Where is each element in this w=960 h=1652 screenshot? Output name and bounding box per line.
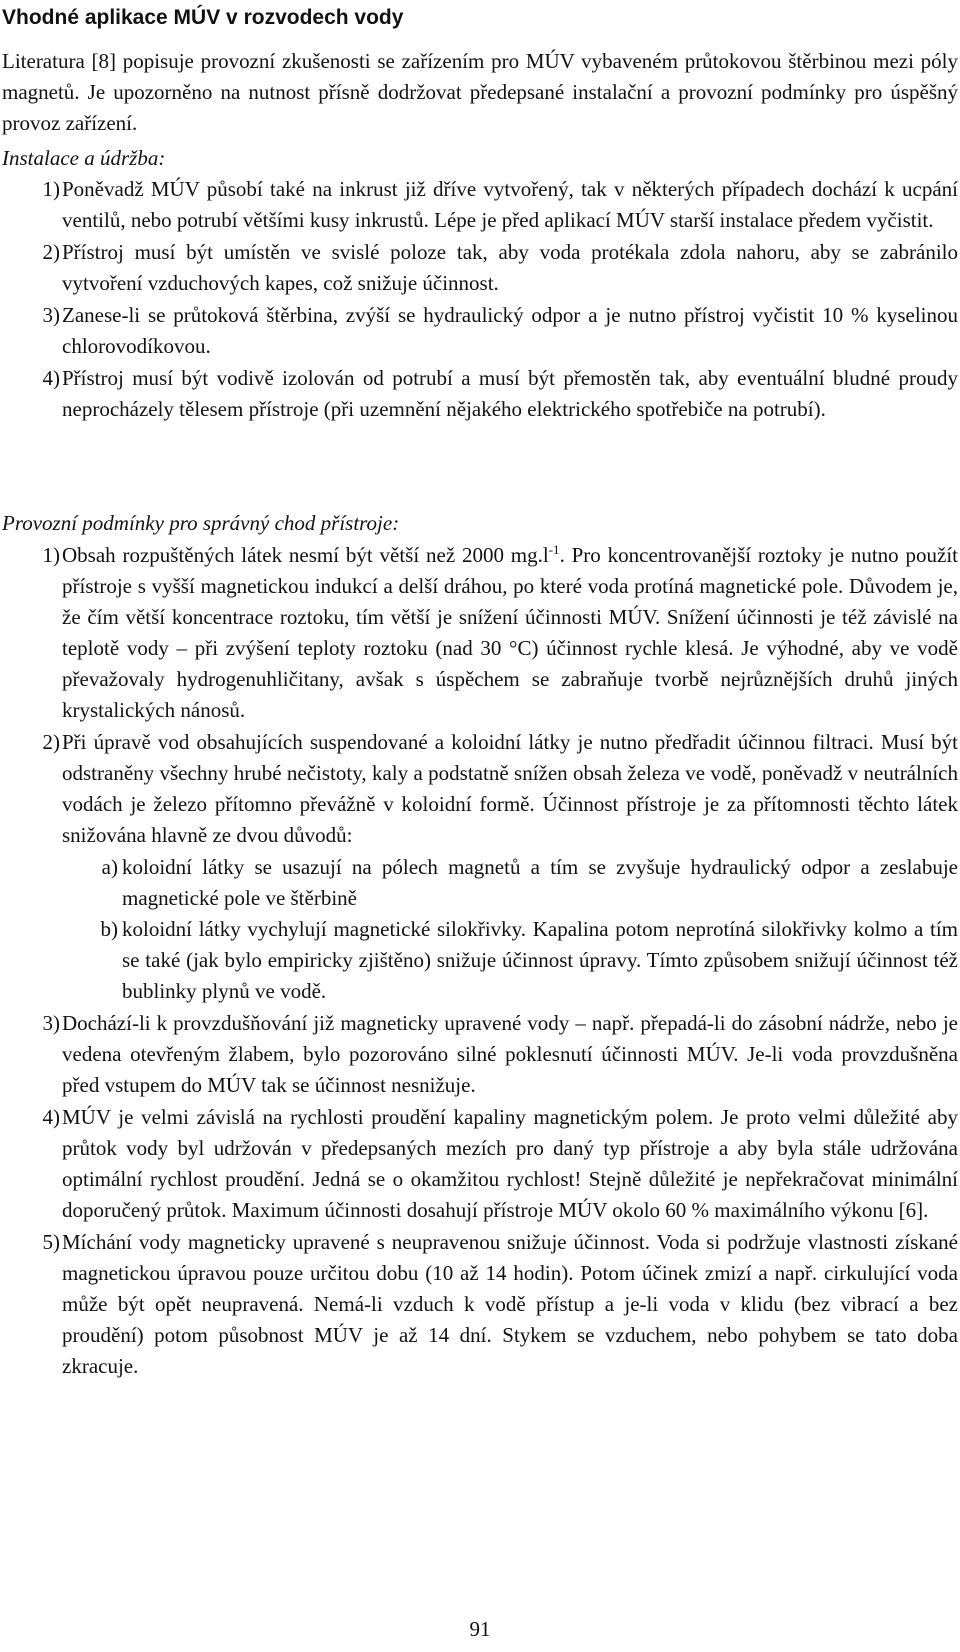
operating-list — [2, 540, 958, 1383]
operating-subheading: Provozní podmínky pro správný chod přístroje: — [2, 511, 400, 535]
list-item-text — [62, 540, 958, 726]
list-item — [2, 727, 958, 851]
sub-list-item — [2, 914, 958, 1007]
list-item — [2, 174, 958, 236]
list-item-number: 1) — [42, 177, 60, 201]
list-item-text: Dochází-li k provzdušňování již magneticky upravené vody – např. přepadá-li do zásobní nádrže, nebo je vedena otevřeným žlabem, bylo pozorováno silné poklesnutí účinnosti MÚV. Je-li voda provzdušněna před vstupem do MÚV tak se účinnost nesnižuje. — [62, 1011, 958, 1097]
list-item — [2, 363, 958, 425]
list-item — [2, 1102, 958, 1226]
list-item-number: 5) — [42, 1230, 60, 1254]
text-before-superscript: Obsah rozpuštěných látek nesmí být větší než 2000 mg.l — [62, 543, 549, 567]
list-item-text: Při úpravě vod obsahujících suspendované a koloidní látky je nutno předřadit účinnou filtraci. Musí být odstraněny všechny hrubé nečistoty, kaly a podstatně snížen obsah železa ve vodě, poněvadž v neutrálních vodách je železo přítomno převážně v koloidní formě. Účinnost přístroje je za přítomnosti těchto látek snižována hlavně ze dvou důvodů: — [62, 730, 958, 847]
list-item-number: 4) — [42, 1105, 60, 1129]
intro-paragraph: Literatura [8] popisuje provozní zkušenosti se zařízením pro MÚV vybaveném průtokovou štěrbinou mezi póly magnetů. Je upozorněno na nutnost přísně dodržovat předepsané instalační a provozní podmínky pro úspěšný provoz zařízení. — [2, 49, 958, 135]
list-item-number: 2) — [42, 240, 60, 264]
text-after-superscript: . Pro koncentrovanější roztoky je nutno použít přístroje s vyšší magnetickou indukcí a delší dráhou, po které voda protíná magnetické pole. Důvodem je, že čím větší koncentrace roztoku, tím větší je snížení účinnosti MÚV. Snížení účinnosti je též závislé na teplotě vody – při zvýšení teploty roztoku (nad 30 °C) účinnost rychle klesá. Je výhodné, aby ve vodě převažovaly hydrogenuhličitany, avšak s úspěchem se zabraňuje tvorbě nejrůznějších druhů jiných krystalických nánosů. — [62, 543, 958, 722]
installation-list — [2, 174, 958, 426]
list-item-text: Přístroj musí být umístěn ve svislé poloze tak, aby voda protékala zdola nahoru, aby se zabránilo vytvoření vzduchových kapes, což snižuje účinnost. — [62, 240, 958, 295]
sub-list-item-letter: a) — [101, 855, 118, 879]
list-item-text: Přístroj musí být vodivě izolován od potrubí a musí být přemostěn tak, aby eventuální bludné proudy neprocházely tělesem přístroje (při uzemnění nějakého elektrického spotřebiče na potrubí). — [62, 366, 958, 421]
list-item — [2, 540, 958, 726]
section-heading: Vhodné aplikace MÚV v rozvodech vody — [2, 6, 404, 29]
page-number: 91 — [469, 1617, 491, 1641]
list-item-number: 3) — [42, 303, 60, 327]
list-item-text: Zanese-li se průtoková štěrbina, zvýší se hydraulický odpor a je nutno přístroj vyčistit 10 % kyselinou chlorovodíkovou. — [62, 303, 958, 358]
list-item-number: 2) — [42, 730, 60, 754]
list-item — [2, 300, 958, 362]
sub-list-item-letter: b) — [100, 917, 118, 941]
list-item — [2, 1008, 958, 1101]
list-item-text: Poněvadž MÚV působí také na inkrust již dříve vytvořený, tak v některých případech dochází k ucpání ventilů, nebo potrubí většími kusy inkrustů. Lépe je před aplikací MÚV starší instalace předem vyčistit. — [62, 177, 958, 232]
list-item-number: 4) — [42, 366, 60, 390]
installation-subheading: Instalace a údržba: — [2, 146, 166, 170]
sub-list-item — [2, 852, 958, 914]
sub-list-item-text: koloidní látky vychylují magnetické silokřivky. Kapalina potom neprotíná silokřivky kolmo a tím se také (jak bylo empiricky zjištěno) snižuje účinnost úpravy. Tímto způsobem snižují účinnost též bublinky plynů ve vodě. — [122, 917, 958, 1003]
list-item-number: 1) — [42, 543, 60, 567]
list-item — [2, 1227, 958, 1382]
sub-list-item-text: koloidní látky se usazují na pólech magnetů a tím se zvyšuje hydraulický odpor a zeslabuje magnetické pole ve štěrbině — [122, 855, 958, 910]
superscript-exponent: -1 — [548, 542, 560, 557]
list-item — [2, 237, 958, 299]
list-item-text: MÚV je velmi závislá na rychlosti proudění kapaliny magnetickým polem. Je proto velmi důležité aby průtok vody byl udržován v předepsaných mezích pro daný typ přístroje a aby byla stále udržována optimální rychlost proudění. Jedná se o okamžitou rychlost! Stejně důležité je nepřekračovat minimální doporučený průtok. Maximum účinnosti dosahují přístroje MÚV okolo 60 % maximálního výkonu [6]. — [62, 1105, 958, 1222]
list-item-number: 3) — [42, 1011, 60, 1035]
list-item-text: Míchání vody magneticky upravené s neupravenou snižuje účinnost. Voda si podržuje vlastnosti získané magnetickou úpravou pouze určitou dobu (10 až 14 hodin). Potom účinek zmizí a např. cirkulující voda může být opět neupravená. Nemá-li vzduch k vodě přístup a je-li voda v klidu (bez vibrací a bez proudění) potom působnost MÚV je až 14 dní. Stykem se vzduchem, nebo pohybem se tato doba zkracuje. — [62, 1230, 958, 1378]
